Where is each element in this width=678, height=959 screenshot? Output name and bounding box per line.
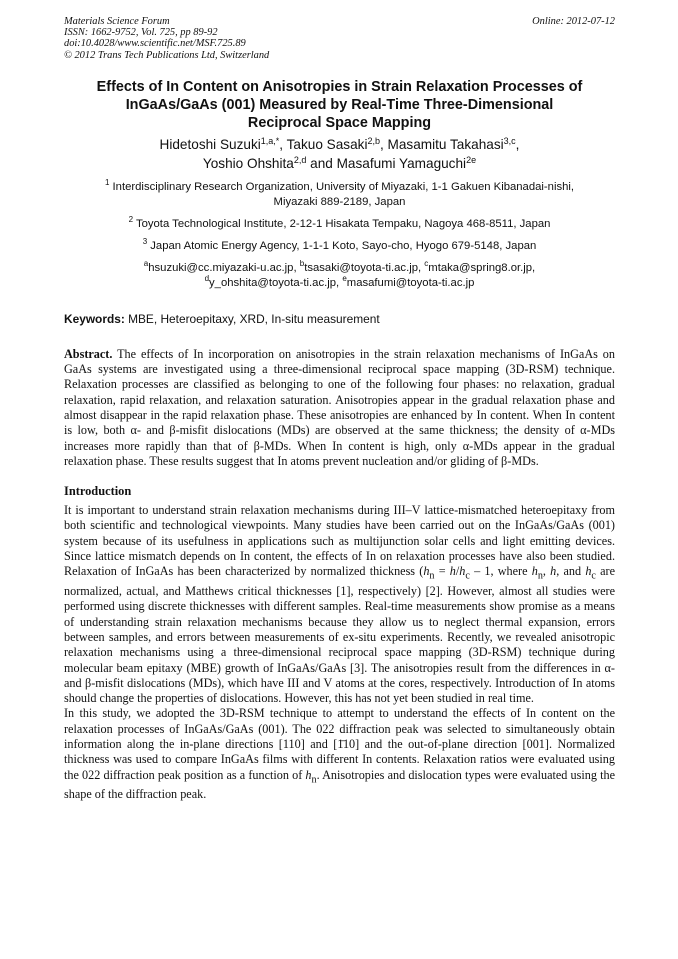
email-sup: e xyxy=(342,273,347,283)
math-sub: n xyxy=(429,570,435,582)
email-sup: d xyxy=(204,273,210,283)
email-link[interactable]: tsasaki@toyota-ti.ac.jp, xyxy=(304,261,425,274)
keywords xyxy=(64,312,615,327)
math-var: h xyxy=(423,564,430,579)
affiliation-text: Japan Atomic Energy Agency, 1-1-1 Koto, Sayo-cho, Hyogo 679-5148, Japan xyxy=(147,239,537,252)
author-line-1 xyxy=(64,135,615,154)
author-name: Masafumi Yamaguchi xyxy=(336,155,467,171)
author-sup: 3,c xyxy=(503,135,516,146)
email-sup: b xyxy=(299,258,305,268)
copyright-line: © 2012 Trans Tech Publications Ltd, Switzerland xyxy=(64,49,270,61)
issn-line: ISSN: 1662-9752, Vol. 725, pp 89-92 xyxy=(64,27,218,39)
journal-name: Materials Science Forum xyxy=(64,16,170,27)
author-sup: 1,a,* xyxy=(260,135,280,146)
author-separator: , xyxy=(379,136,388,152)
author-separator: and xyxy=(306,155,337,171)
email-sup: c xyxy=(424,258,429,268)
email-list xyxy=(64,258,615,291)
paper-page xyxy=(64,16,615,803)
math-sub: c xyxy=(591,570,596,582)
author-separator: , xyxy=(279,136,287,152)
affiliation-text: Interdisciplinary Research Organization, University of Miyazaki, 1-1 Gakuen Kibanadai-nishi, xyxy=(109,180,575,193)
paper-title xyxy=(64,78,615,132)
author-name: Masamitu Takahasi xyxy=(387,136,504,152)
online-date: Online: 2012-07-12 xyxy=(532,16,615,27)
math-var: h xyxy=(531,564,538,579)
abstract xyxy=(64,347,615,469)
section-heading-introduction: Introduction xyxy=(64,484,132,499)
math-sub: n xyxy=(537,570,543,582)
math-var: h xyxy=(305,767,312,782)
doi-line: doi:10.4028/www.scientific.net/MSF.725.89 xyxy=(64,38,246,50)
author-sup: 2e xyxy=(466,154,477,165)
math-sub: n xyxy=(311,774,317,786)
author-name: Hidetoshi Suzuki xyxy=(159,136,261,152)
email-link[interactable]: mtaka@spring8.or.jp, xyxy=(428,261,536,274)
author-list xyxy=(64,135,615,173)
author-line-2 xyxy=(64,154,615,173)
author-name: Yoshio Ohshita xyxy=(202,155,294,171)
math-var: h xyxy=(585,564,592,579)
author-name: Takuo Sasaki xyxy=(286,136,368,152)
keywords-text: MBE, Heteroepitaxy, XRD, In-situ measurement xyxy=(124,311,380,326)
email-sup: a xyxy=(143,258,149,268)
author-sup: 2,b xyxy=(367,135,380,146)
email-link[interactable]: masafumi@toyota-ti.ac.jp xyxy=(346,276,475,289)
email-link[interactable]: hsuzuki@cc.miyazaki-u.ac.jp, xyxy=(148,261,300,274)
affiliation-text: Toyota Technological Institute, 2-12-1 Hisakata Tempaku, Nagoya 468-8511, Japan xyxy=(133,217,551,230)
affiliation-text: Miyazaki 889-2189, Japan xyxy=(273,195,406,208)
title-line-2: InGaAs/GaAs (001) Measured by Real-Time Three-Dimensional xyxy=(125,96,554,113)
math-sub: c xyxy=(465,570,470,582)
math-var: h xyxy=(449,564,456,579)
math-var: h xyxy=(550,564,557,579)
keywords-label: Keywords: xyxy=(64,311,125,326)
journal-header xyxy=(64,16,615,61)
title-line-3: Reciprocal Space Mapping xyxy=(247,114,432,131)
email-link[interactable]: y_ohshita@toyota-ti.ac.jp, xyxy=(209,276,343,289)
affiliation-1 xyxy=(64,177,615,210)
affiliation-2 xyxy=(64,214,615,232)
affiliation-number: 2 xyxy=(128,214,134,224)
author-separator: , xyxy=(515,136,520,152)
affiliation-number: 1 xyxy=(104,177,110,187)
affiliation-3 xyxy=(64,236,615,254)
abstract-text: The effects of In incorporation on anisotropies in the strain relaxation mechanisms of InGaAs on GaAs systems are investigated using a three-dimensional reciprocal space mapping (3D-RSM) technique. Relaxation processes are classified as belonging to one of the following four phases: no relaxation, gradual relaxation, rapid relaxation, and relaxation saturation. Anisotropies appear in the gradual relaxation phase and almost disappear in the rapid relaxation phase. These anisotropies are enhanced by In content. When In content is low, both α- and β-misfit dislocations (MDs) are observed at the same thickness; the density of α-MDs increases more rapidly than that of β-MDs. When In content is high, only α-MDs appear in the gradual relaxation phase. These results suggest that In atoms prevent nucleation and/or gliding of β-MDs. xyxy=(64,346,615,468)
title-line-1: Effects of In Content on Anisotropies in Strain Relaxation Processes of xyxy=(96,78,583,95)
abstract-label: Abstract. xyxy=(64,346,113,361)
math-var: h xyxy=(459,564,466,579)
intro-paragraph-1: It is important to understand strain relaxation mechanisms during III–V lattice-mismatched heteroepitaxy from both scientific and technological viewpoints. Many studies have been carried out on the InGaAs/GaAs (001) system because of its usefulness in applications such as multijunction solar cells and light emitting devices. Since lattice mismatch depends on In content, the effects of In on relaxation processes have also been studied. Relaxation of InGaAs has been characterized by normalized thickness ($h_n = h/h_c - 1$, where $h_n$, h, and $h_c$ are normalized, actual, and Matthews critical thicknesses [1], respectively) [2]. However, almost all studies were performed using discrete thicknesses with different samples. Real-time measurements show promise as a means of understanding strain relaxation mechanisms because they allow us to neglect thermal expansion, errors between samples, and errors between measurements of ex-situ experiments. Recently, we revealed anisotropic relaxation mechanisms using a three-dimensional reciprocal space mapping (3D-RSM) technique during molecular beam epitaxy (MBE) growth of InGaAs/GaAs [3]. The anisotropies result from the differences in α- and β-misfit dislocations (MDs), which have III and V atoms at the cores, respectively. Introduction of In atoms should change the properties of dislocations. However, this has not yet been studied in real time. xyxy=(64,503,616,706)
author-sup: 2,d xyxy=(293,154,307,165)
affiliation-number: 3 xyxy=(142,236,148,246)
intro-paragraph-2: In this study, we adopted the 3D-RSM technique to attempt to understand the effects of In content on the relaxation processes of InGaAs/GaAs (001). The 022 diffraction peak was selected to simultaneously obtain information along the in-plane directions [110] and [1̄10] and the out-of-plane direction [001]. Normalized thickness was used to compare InGaAs films with different In contents. Relaxation ratios were evaluated using the 022 diffraction peak position as a function of $h_n$. Anisotropies and dislocation types were evaluated using the shape of the diffraction peak. xyxy=(64,706,615,802)
